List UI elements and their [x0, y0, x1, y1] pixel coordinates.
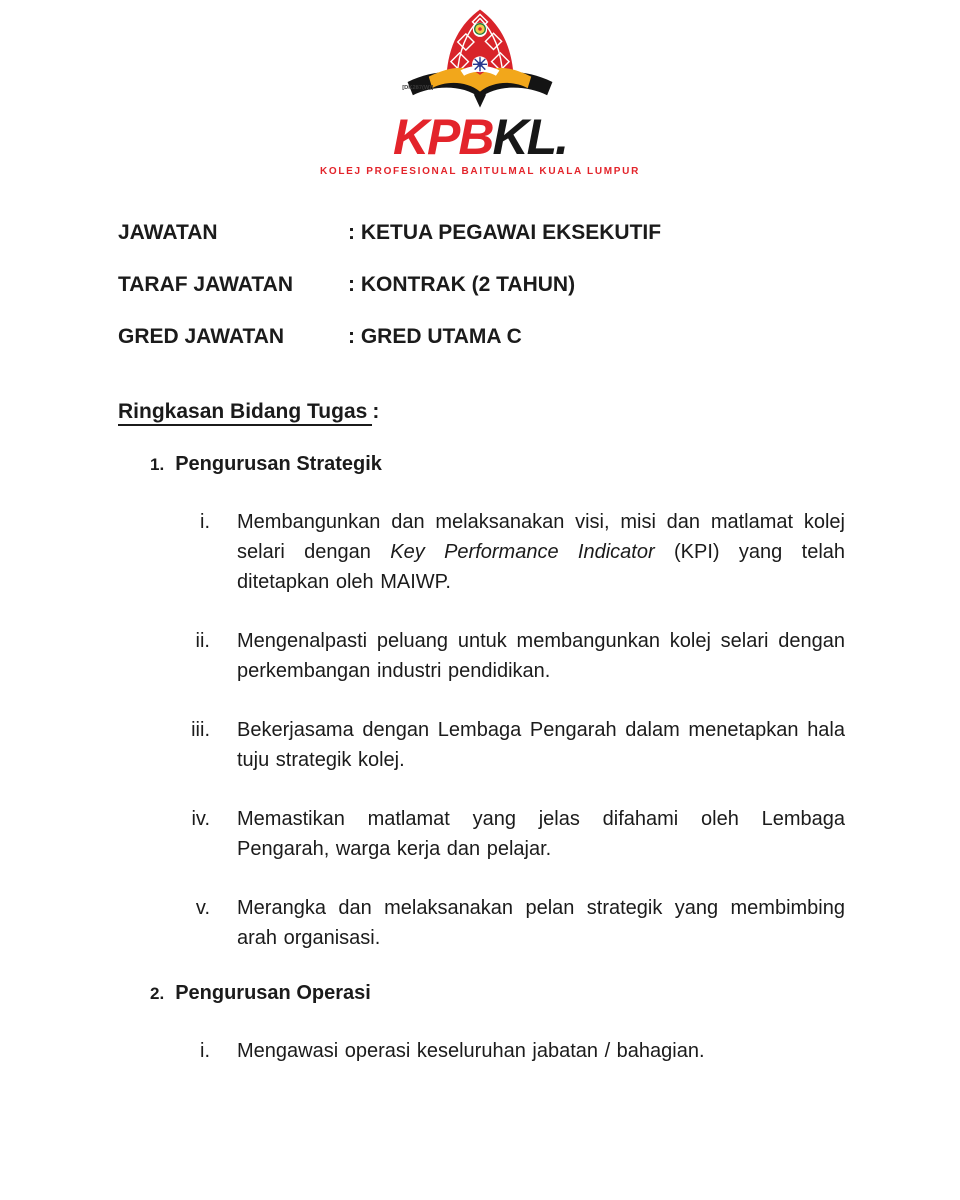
task-item	[118, 715, 845, 775]
document-body	[118, 222, 845, 1095]
detail-row-jawatan	[118, 222, 845, 244]
starburst-icon	[472, 56, 488, 72]
detail-value: : KONTRAK (2 TAHUN)	[348, 273, 576, 296]
task-text: Bekerjasama dengan Lembaga Pengarah dalam menetapkan hala tuju strategik kolej.	[237, 719, 845, 771]
wordmark-kl: KL.	[492, 109, 568, 165]
section-header-pengurusan-strategik	[118, 453, 845, 476]
detail-row-gred-jawatan	[118, 326, 845, 348]
crest-icon	[473, 23, 487, 37]
section-number: 1.	[150, 455, 165, 474]
task-numeral: i.	[200, 1040, 210, 1062]
task-text-part: Membangunkan dan melaksanakan visi, misi dan matlamat kolej selari dengan	[237, 511, 845, 563]
wordmark	[392, 109, 568, 165]
summary-heading	[118, 400, 845, 423]
task-text	[237, 507, 845, 597]
summary-heading-text: Ringkasan Bidang Tugas	[118, 400, 372, 426]
logo-tagline: KOLEJ PROFESIONAL BAITULMAL KUALA LUMPUR	[319, 166, 641, 177]
detail-value: : GRED UTAMA C	[348, 325, 522, 348]
detail-label: JAWATAN	[118, 221, 218, 244]
task-text: Mengawasi operasi keseluruhan jabatan / bahagian.	[237, 1040, 705, 1062]
section-title: Pengurusan Strategik	[175, 453, 382, 475]
kpbkl-emblem-icon	[382, 6, 578, 112]
kpbkl-logo	[0, 6, 960, 177]
task-numeral: v.	[195, 897, 210, 919]
detail-row-taraf-jawatan	[118, 274, 845, 296]
wordmark-kpb: KPB	[392, 109, 493, 165]
task-item	[118, 893, 845, 953]
detail-label: GRED JAWATAN	[118, 325, 285, 348]
task-item	[118, 1036, 845, 1066]
task-item	[118, 804, 845, 864]
task-numeral: iv.	[191, 808, 210, 830]
registration-code: [DK287(W)]	[402, 85, 434, 92]
task-text: Merangka dan melaksanakan pelan strategik yang membimbing arah organisasi.	[237, 897, 845, 949]
section-header-pengurusan-operasi	[118, 982, 845, 1005]
task-numeral: ii.	[195, 630, 210, 652]
task-item	[118, 626, 845, 686]
task-text: Mengenalpasti peluang untuk membangunkan kolej selari dengan perkembangan industri pendidikan.	[237, 630, 845, 682]
task-text: Memastikan matlamat yang jelas difahami oleh Lembaga Pengarah, warga kerja dan pelajar.	[237, 808, 845, 860]
task-numeral: iii.	[191, 719, 210, 741]
detail-label: TARAF JAWATAN	[118, 273, 293, 296]
summary-heading-colon: :	[372, 400, 380, 423]
detail-value: : KETUA PEGAWAI EKSEKUTIF	[348, 221, 662, 244]
task-text-italic: Key Performance Indicator	[390, 541, 655, 563]
task-text-part: (KPI) yang telah ditetapkan oleh MAIWP.	[237, 541, 846, 593]
task-item	[118, 507, 845, 597]
section-number: 2.	[150, 984, 165, 1003]
task-numeral: i.	[200, 511, 210, 533]
job-details	[118, 222, 845, 348]
section-title: Pengurusan Operasi	[175, 982, 371, 1004]
